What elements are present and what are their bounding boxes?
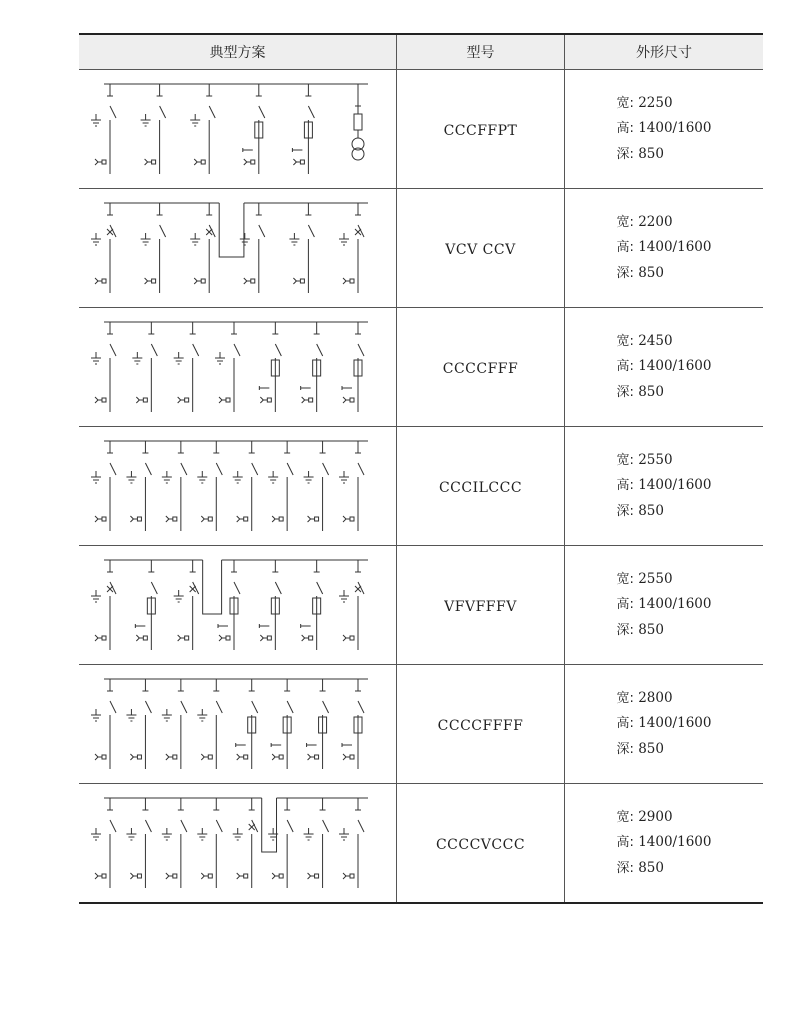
single-line-diagram [88,312,388,422]
feeder-unit [91,203,116,293]
diagram-group [91,798,368,888]
width-value: 2200 [638,213,673,230]
model-code: CCCCFFF [442,360,519,377]
feeder-unit [197,798,222,888]
height-line [617,711,712,737]
depth-line [617,499,712,525]
feeder-unit [259,560,281,650]
height-value: 1400/1600 [638,834,712,851]
width-label: 宽: [616,690,634,706]
height-line [617,473,712,499]
width-line [617,448,712,474]
depth-value: 850 [638,145,664,162]
depth-value: 850 [638,859,664,876]
bus-tie [261,798,276,852]
height-line [617,830,712,856]
dimensions-list [617,329,712,406]
feeder-unit [339,203,364,293]
depth-label: 深: [616,860,634,876]
feeder-unit [126,679,151,769]
dimensions-cell [565,427,764,546]
feeder-unit [232,798,257,888]
height-value: 1400/1600 [638,596,712,613]
feeder-unit [91,679,116,769]
scheme-cell [79,665,397,784]
bus-tie [202,560,221,614]
depth-value: 850 [638,740,664,757]
height-value: 1400/1600 [638,715,712,732]
header-dimensions: 外形尺寸 [565,34,764,70]
feeder-unit [259,322,281,412]
width-label: 宽: [616,333,634,349]
scheme-cell [79,189,397,308]
dimensions-list [617,210,712,287]
depth-value: 850 [638,264,664,281]
feeder-unit [161,441,186,531]
header-row [79,34,763,70]
feeder-unit [342,322,364,412]
depth-line [617,737,712,763]
height-value: 1400/1600 [638,358,712,375]
feeder-unit [190,203,215,293]
model-code: CCCCFFFF [437,717,524,734]
feeder-unit [197,441,222,531]
single-line-diagram [88,550,388,660]
header-model: 型号 [397,34,565,70]
width-value: 2900 [638,808,673,825]
scheme-cell [79,784,397,904]
feeder-unit [289,203,314,293]
feeder-unit [306,679,328,769]
feeder-unit [161,798,186,888]
height-label: 高: [616,716,634,732]
single-line-diagram [88,431,388,541]
depth-label: 深: [616,146,634,162]
table-row [79,665,763,784]
feeder-unit [268,441,293,531]
feeder-unit [197,679,222,769]
feeder-unit [232,441,257,531]
feeder-unit [91,84,116,174]
feeder-unit [268,798,293,888]
model-cell [397,784,565,904]
width-label: 宽: [616,452,634,468]
feeder-unit [339,441,364,531]
width-label: 宽: [616,214,634,230]
feeder-unit [352,84,364,160]
model-cell [397,427,565,546]
feeder-unit [140,203,165,293]
feeder-unit [235,679,257,769]
table-row [79,189,763,308]
feeder-unit [292,84,314,174]
feeder-unit [91,441,116,531]
scheme-cell [79,427,397,546]
spec-table [79,33,763,904]
height-line [617,235,712,261]
diagram-group [91,679,368,769]
width-line [617,805,712,831]
depth-label: 深: [616,622,634,638]
table-row [79,308,763,427]
diagram-group [91,203,368,293]
depth-label: 深: [616,503,634,519]
diagram-group [91,441,368,531]
height-label: 高: [616,240,634,256]
width-value: 2550 [638,451,673,468]
depth-line [617,142,712,168]
depth-line [617,380,712,406]
height-value: 1400/1600 [638,239,712,256]
dimensions-list [617,448,712,525]
height-value: 1400/1600 [638,120,712,137]
single-line-diagram [88,74,388,184]
model-code: CCCILCCC [438,479,523,496]
height-label: 高: [616,597,634,613]
depth-label: 深: [616,741,634,757]
feeder-unit [303,441,328,531]
depth-line [617,618,712,644]
feeder-unit [173,560,198,650]
model-code: CCCFFPT [443,122,518,139]
dimensions-list [617,686,712,763]
width-value: 2550 [638,570,673,587]
dimensions-cell [565,784,764,904]
dimensions-list [617,805,712,882]
diagram-group [91,322,368,412]
width-line [617,91,712,117]
depth-line [617,856,712,882]
width-value: 2800 [638,689,673,706]
bus-tie [219,203,244,257]
dimensions-list [617,567,712,644]
feeder-unit [339,560,364,650]
feeder-unit [161,679,186,769]
height-label: 高: [616,478,634,494]
feeder-unit [300,560,322,650]
width-line [617,567,712,593]
dimensions-cell [565,70,764,189]
single-line-diagram [88,669,388,779]
model-cell [397,70,565,189]
depth-value: 850 [638,502,664,519]
model-cell [397,308,565,427]
table-row [79,70,763,189]
feeder-unit [242,84,264,174]
depth-value: 850 [638,383,664,400]
dimensions-cell [565,665,764,784]
model-code: CCCCVCCC [435,836,526,853]
model-code: VFVFFFV [444,598,517,615]
table-row [79,784,763,904]
width-label: 宽: [616,95,634,111]
depth-label: 深: [616,384,634,400]
feeder-unit [135,560,157,650]
feeder-unit [303,798,328,888]
dimensions-cell [565,308,764,427]
width-line [617,210,712,236]
width-label: 宽: [616,571,634,587]
width-line [617,686,712,712]
height-label: 高: [616,359,634,375]
header-scheme: 典型方案 [79,34,397,70]
model-cell [397,665,565,784]
depth-value: 850 [638,621,664,638]
width-value: 2450 [638,332,673,349]
feeder-unit [342,679,364,769]
height-label: 高: [616,121,634,137]
feeder-unit [215,322,240,412]
feeder-unit [190,84,215,174]
depth-label: 深: [616,265,634,281]
scheme-cell [79,70,397,189]
feeder-unit [126,441,151,531]
scheme-cell [79,546,397,665]
width-value: 2250 [638,94,673,111]
feeder-unit [140,84,165,174]
width-label: 宽: [616,809,634,825]
feeder-unit [271,679,293,769]
depth-line [617,261,712,287]
feeder-unit [300,322,322,412]
height-line [617,116,712,142]
width-line [617,329,712,355]
feeder-unit [91,798,116,888]
feeder-unit [91,560,116,650]
model-code: VCV CCV [445,241,516,258]
dimensions-list [617,91,712,168]
height-line [617,354,712,380]
feeder-unit [339,798,364,888]
table-row [79,427,763,546]
feeder-unit [173,322,198,412]
height-value: 1400/1600 [638,477,712,494]
dimensions-cell [565,189,764,308]
height-line [617,592,712,618]
table-row [79,546,763,665]
diagram-group [91,560,368,650]
single-line-diagram [88,193,388,303]
feeder-unit [126,798,151,888]
model-cell [397,546,565,665]
height-label: 高: [616,835,634,851]
model-cell [397,189,565,308]
scheme-cell [79,308,397,427]
single-line-diagram [88,788,388,898]
diagram-group [91,84,368,174]
feeder-unit [91,322,116,412]
feeder-unit [132,322,157,412]
dimensions-cell [565,546,764,665]
